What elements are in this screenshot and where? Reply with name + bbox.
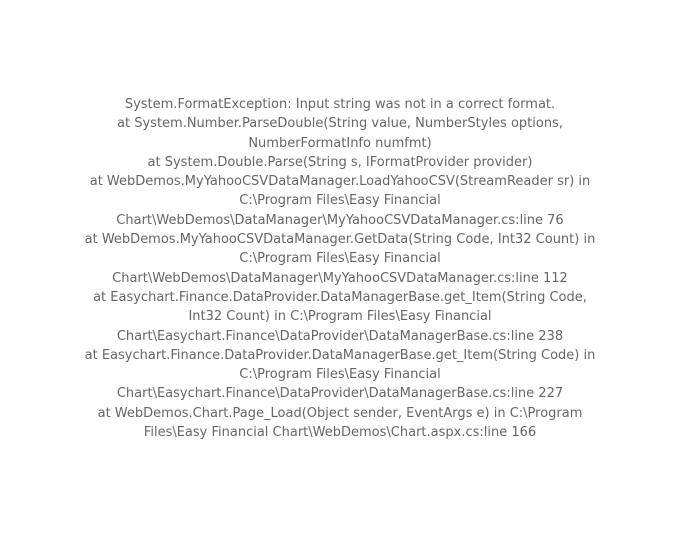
- trace-line: at System.Number.ParseDouble(String value, NumberStyles options,: [117, 116, 563, 132]
- trace-line: Files\Easy Financial Chart\WebDemos\Chart.aspx.cs:line 166: [143, 425, 537, 441]
- trace-line: Int32 Count) in C:\Program Files\Easy Financial: [188, 309, 492, 325]
- trace-line: at WebDemos.Chart.Page_Load(Object sender, EventArgs e) in C:\Program: [97, 405, 583, 421]
- trace-line: Chart\Easychart.Finance\DataProvider\DataManagerBase.cs:line 227: [116, 386, 564, 402]
- trace-line: at Easychart.Finance.DataProvider.DataManagerBase.get_Item(String Code,: [93, 289, 587, 305]
- trace-line: C:\Program Files\Easy Financial: [239, 251, 441, 267]
- trace-line: at System.Double.Parse(String s, IFormatProvider provider): [147, 154, 533, 170]
- trace-line: Chart\WebDemos\DataManager\MyYahooCSVDataManager.cs:line 112: [112, 270, 568, 286]
- trace-line: Chart\Easychart.Finance\DataProvider\DataManagerBase.cs:line 238: [116, 328, 564, 344]
- trace-line: NumberFormatInfo numfmt): [248, 135, 432, 151]
- trace-line: at Easychart.Finance.DataProvider.DataManagerBase.get_Item(String Code) in: [84, 347, 596, 363]
- trace-line: System.FormatException: Input string was not in a correct format.: [124, 97, 556, 112]
- trace-line: Chart\WebDemos\DataManager\MyYahooCSVDataManager.cs:line 76: [116, 212, 564, 228]
- trace-line: C:\Program Files\Easy Financial: [239, 367, 441, 383]
- trace-line: C:\Program Files\Easy Financial: [239, 193, 441, 209]
- trace-line: at WebDemos.MyYahooCSVDataManager.LoadYahooCSV(StreamReader sr) in: [89, 174, 591, 190]
- exception-stack-trace: [0, 95, 680, 442]
- trace-line: at WebDemos.MyYahooCSVDataManager.GetData(String Code, Int32 Count) in: [84, 232, 596, 248]
